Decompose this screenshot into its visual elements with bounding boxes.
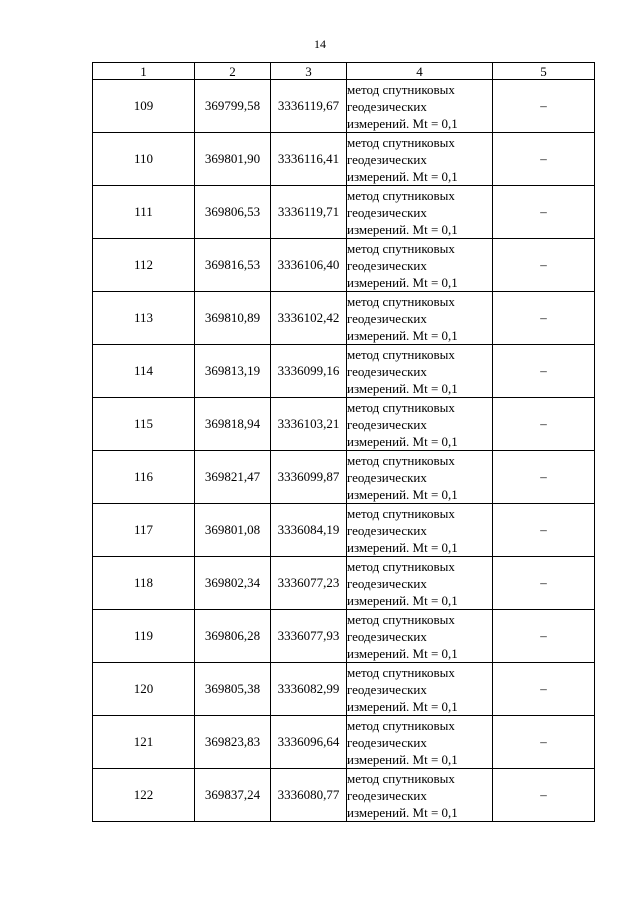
method-text-line: метод спутниковых [347,558,455,574]
x-coordinate-cell: 369818,94 [195,398,271,451]
method-text-line: измерений. Mt = 0,1 [347,698,458,714]
point-number-cell: 111 [93,186,195,239]
method-cell [347,716,493,769]
column-header: 1 [93,63,195,80]
point-number-cell: 114 [93,345,195,398]
method-text-line: измерений. Mt = 0,1 [347,592,458,608]
note-cell: – [493,663,595,716]
method-cell [347,345,493,398]
method-text-line: метод спутниковых [347,346,455,362]
method-cell [347,292,493,345]
point-number-cell: 118 [93,557,195,610]
method-text-line: метод спутниковых [347,611,455,627]
method-text-line: геодезических [347,734,427,750]
x-coordinate-cell: 369806,53 [195,186,271,239]
x-coordinate-cell: 369821,47 [195,451,271,504]
method-text-line: измерений. Mt = 0,1 [347,486,458,502]
method-cell [347,398,493,451]
method-text-line: измерений. Mt = 0,1 [347,433,458,449]
note-cell: – [493,716,595,769]
y-coordinate-cell: 3336106,40 [271,239,347,292]
method-text-line: измерений. Mt = 0,1 [347,645,458,661]
table-row [93,133,595,186]
point-number-cell: 119 [93,610,195,663]
y-coordinate-cell: 3336080,77 [271,769,347,822]
y-coordinate-cell: 3336119,67 [271,80,347,133]
method-text-line: геодезических [347,575,427,591]
method-text-line: измерений. Mt = 0,1 [347,380,458,396]
method-cell [347,80,493,133]
x-coordinate-cell: 369813,19 [195,345,271,398]
note-cell: – [493,133,595,186]
table-row [93,610,595,663]
method-text-line: метод спутниковых [347,134,455,150]
point-number-cell: 113 [93,292,195,345]
table-row [93,504,595,557]
method-cell [347,451,493,504]
method-text-line: геодезических [347,469,427,485]
method-text-line: метод спутниковых [347,293,455,309]
x-coordinate-cell: 369799,58 [195,80,271,133]
x-coordinate-cell: 369810,89 [195,292,271,345]
note-cell: – [493,398,595,451]
y-coordinate-cell: 3336082,99 [271,663,347,716]
x-coordinate-cell: 369823,83 [195,716,271,769]
method-text-line: геодезических [347,787,427,803]
y-coordinate-cell: 3336099,16 [271,345,347,398]
y-coordinate-cell: 3336099,87 [271,451,347,504]
x-coordinate-cell: 369806,28 [195,610,271,663]
x-coordinate-cell: 369801,90 [195,133,271,186]
table-row [93,769,595,822]
table-row [93,398,595,451]
note-cell: – [493,239,595,292]
note-cell: – [493,451,595,504]
y-coordinate-cell: 3336103,21 [271,398,347,451]
method-text-line: геодезических [347,522,427,538]
y-coordinate-cell: 3336096,64 [271,716,347,769]
note-cell: – [493,769,595,822]
method-text-line: измерений. Mt = 0,1 [347,221,458,237]
point-number-cell: 109 [93,80,195,133]
y-coordinate-cell: 3336102,42 [271,292,347,345]
table-header-row [93,63,595,80]
method-text-line: геодезических [347,204,427,220]
coordinates-table [92,62,595,822]
column-header: 5 [493,63,595,80]
point-number-cell: 122 [93,769,195,822]
note-cell: – [493,610,595,663]
method-text-line: геодезических [347,257,427,273]
point-number-cell: 120 [93,663,195,716]
table-row [93,292,595,345]
y-coordinate-cell: 3336084,19 [271,504,347,557]
method-text-line: измерений. Mt = 0,1 [347,115,458,131]
method-text-line: геодезических [347,363,427,379]
method-cell [347,663,493,716]
table-row [93,345,595,398]
table-body [93,80,595,822]
x-coordinate-cell: 369801,08 [195,504,271,557]
method-text-line: метод спутниковых [347,452,455,468]
x-coordinate-cell: 369802,34 [195,557,271,610]
method-text-line: измерений. Mt = 0,1 [347,804,458,820]
point-number-cell: 112 [93,239,195,292]
method-text-line: метод спутниковых [347,717,455,733]
table-row [93,80,595,133]
table-row [93,451,595,504]
table-row [93,663,595,716]
method-text-line: геодезических [347,310,427,326]
method-text-line: измерений. Mt = 0,1 [347,327,458,343]
note-cell: – [493,292,595,345]
method-text-line: измерений. Mt = 0,1 [347,168,458,184]
point-number-cell: 110 [93,133,195,186]
method-text-line: геодезических [347,151,427,167]
point-number-cell: 117 [93,504,195,557]
column-header: 2 [195,63,271,80]
table-row [93,186,595,239]
page-number: 14 [314,37,326,51]
method-text-line: метод спутниковых [347,240,455,256]
table-row [93,716,595,769]
method-cell [347,133,493,186]
method-cell [347,504,493,557]
note-cell: – [493,80,595,133]
method-cell [347,610,493,663]
method-text-line: измерений. Mt = 0,1 [347,274,458,290]
note-cell: – [493,557,595,610]
method-text-line: метод спутниковых [347,664,455,680]
point-number-cell: 115 [93,398,195,451]
column-header: 4 [347,63,493,80]
y-coordinate-cell: 3336077,23 [271,557,347,610]
method-text-line: метод спутниковых [347,187,455,203]
column-header: 3 [271,63,347,80]
method-text-line: геодезических [347,98,427,114]
y-coordinate-cell: 3336077,93 [271,610,347,663]
point-number-cell: 121 [93,716,195,769]
method-text-line: геодезических [347,681,427,697]
method-text-line: измерений. Mt = 0,1 [347,751,458,767]
point-number-cell: 116 [93,451,195,504]
method-text-line: измерений. Mt = 0,1 [347,539,458,555]
x-coordinate-cell: 369816,53 [195,239,271,292]
table-row [93,557,595,610]
method-cell [347,186,493,239]
x-coordinate-cell: 369805,38 [195,663,271,716]
method-text-line: метод спутниковых [347,81,455,97]
method-cell [347,557,493,610]
table-row [93,239,595,292]
method-text-line: геодезических [347,628,427,644]
method-text-line: метод спутниковых [347,770,455,786]
y-coordinate-cell: 3336116,41 [271,133,347,186]
note-cell: – [493,504,595,557]
method-cell [347,769,493,822]
note-cell: – [493,186,595,239]
y-coordinate-cell: 3336119,71 [271,186,347,239]
method-text-line: метод спутниковых [347,505,455,521]
method-text-line: метод спутниковых [347,399,455,415]
method-cell [347,239,493,292]
x-coordinate-cell: 369837,24 [195,769,271,822]
method-text-line: геодезических [347,416,427,432]
note-cell: – [493,345,595,398]
